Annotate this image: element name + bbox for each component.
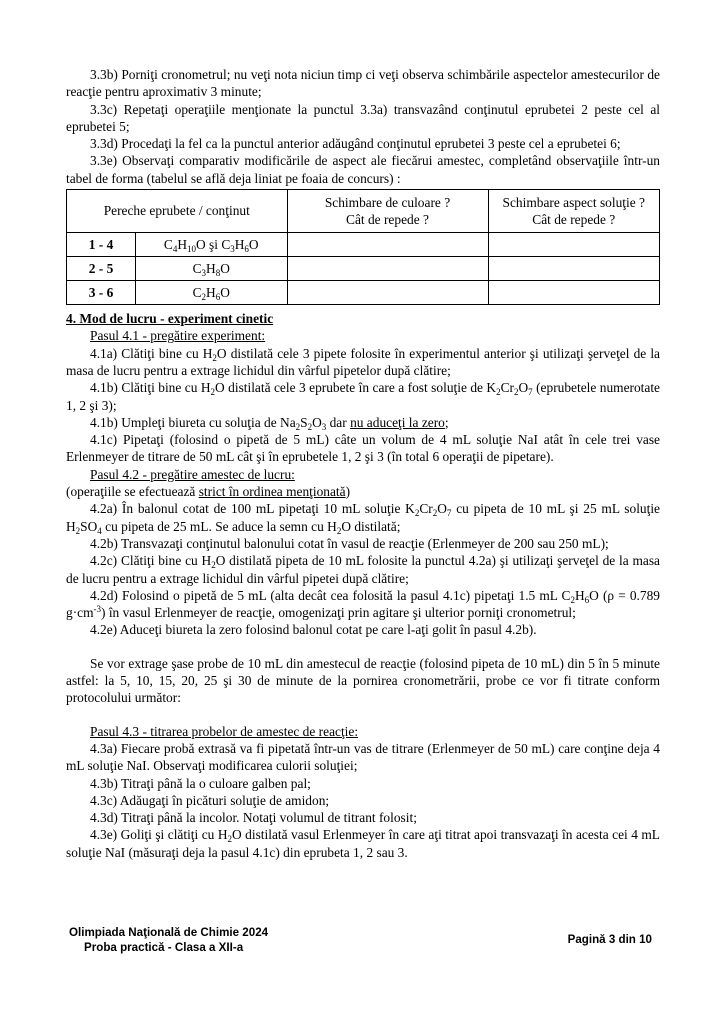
empty-cell [287, 257, 488, 281]
step-4-3-title [66, 723, 660, 740]
empty-cell [287, 233, 488, 257]
paragraph-4-3e: 4.3e) Goliţi şi clătiţi cu $H_2O$ distilată vasul Erlenmeyer în care aţi titrat apoi transvazaţi în acesta cei 4 mL soluţie NaI (măsuraţi deja la pasul 4.1c) din eprubeta 1, 2 sau 3. [66, 827, 660, 860]
document-body [66, 66, 660, 861]
paragraph-4-1c: 4.1c) Pipetaţi (folosind o pipetă de 5 mL) câte un volum de 4 mL soluţie NaI atât în cele trei vase Erlenmeyer de titrare de 50 mL cât şi în eprubetele 1, 2 şi 3 (în total 6 operaţii de pipetare). [66, 432, 660, 465]
table-header-aspect-line1: Schimbare aspect soluţie ? [502, 194, 645, 210]
step-4-2-note-post: ) [345, 484, 351, 500]
paragraph-3-3e: 3.3e) Observaţi comparativ modificările de aspect ale fiecărui amestec, completând observaţiile într-un tabel de forma (tabelul se află deja liniat pe foaia de concurs) : [66, 153, 660, 186]
paragraph-4-3c: 4.3c) Adăugaţi în picături soluţie de amidon; [90, 792, 330, 808]
empty-cell [488, 257, 660, 281]
paragraph-4-2d: 4.2d) Folosind o pipetă de 5 mL (alta decât cea folosită la pasul 4.1c) pipetaţi 1.5 mL $C_2H_6O$ (ρ = 0.789 $g\cdot cm^{-3}$) în vasul Erlenmeyer de reacţie, omogenizaţi prin agitare şi ulterior porniţi cronometrul; [66, 587, 660, 621]
step-4-2-note [66, 483, 660, 500]
step-4-2-note-underlined: strict în ordinea menţionată [198, 484, 346, 500]
step-4-3-title-text: Pasul 4.3 - titrarea probelor de amestec de reacţie: [90, 723, 359, 739]
empty-cell [488, 233, 660, 257]
paragraph-probes: Se vor extrage şase probe de 10 mL din amestecul de reacţie (folosind pipeta de 10 mL) din 5 în 5 minute astfel: la 5, 10, 15, 20, 25 şi 30 de minute de la pornirea cronometrării, probe ce vor fi titrate conform protocolului următor: [66, 655, 660, 706]
step-4-1-title-text: Pasul 4.1 - pregătire experiment: [90, 328, 266, 344]
step-4-1-title [66, 327, 660, 344]
paragraph-4-2b: 4.2b) Transvazaţi conţinutul balonului cotat în vasul de reacţie (Erlenmeyer de 200 sau 250 mL); [90, 535, 609, 551]
paragraph-4-1b-biureta: 4.1b) Umpleţi biureta cu soluţia de $Na_2S_2O_3$ dar nu aduceţi la zero; [90, 414, 449, 432]
page-footer [66, 925, 660, 955]
empty-cell [488, 281, 660, 305]
table-header-pair: Pereche eprubete / conţinut [67, 190, 288, 233]
paragraph-3-3d: 3.3d) Procedaţi la fel ca la punctul anterior adăugând conţinutul eprubetei 3 peste cel a eprubetei 6; [90, 136, 621, 152]
pair-cell: 3 - 6 [67, 281, 136, 305]
paragraph-4-1b: 4.1b) Clătiţi bine cu $H_2O$ distilată cele 3 eprubete în care a fost soluţie de $K_2Cr_2O_7$ (eprubetele numerotate 1, 2 şi 3); [66, 380, 660, 413]
paragraph-3-3c: 3.3c) Repetaţi operaţiile menţionate la punctul 3.3a) transvazând conţinutul eprubetei 2 peste cel al eprubetei 5; [66, 101, 660, 134]
empty-cell [287, 281, 488, 305]
step-4-2-note-pre: (operaţiile se efectuează [66, 484, 199, 500]
section-4-title [66, 310, 660, 327]
table-header-color-line2: Cât de repede ? [346, 212, 429, 228]
content-cell: $C_2H_6O$ [136, 281, 288, 305]
page-number: Pagină 3 din 10 [567, 933, 652, 946]
paragraph-3-3b: 3.3b) Porniţi cronometrul; nu veţi nota niciun timp ci veţi observa schimbările aspectelor amestecurilor de reacţie pentru aproximativ 3 minute; [66, 67, 660, 100]
paragraph-4-3d: 4.3d) Titraţi până la incolor. Notaţi volumul de titrant folosit; [90, 810, 417, 826]
footer-olympiad: Olimpiada Naţională de Chimie 2024 [69, 926, 269, 939]
paragraph-4-1b-biureta-text: 4.1b) Umpleţi biureta cu soluţia de $Na_2S_2O_3$ dar [90, 414, 351, 432]
paragraph-4-2e: 4.2e) Aduceţi biureta la zero folosind balonul cotat pe care l-aţi golit în pasul 4.2b). [90, 622, 537, 638]
table-header-aspect-line2: Cât de repede ? [532, 212, 616, 228]
content-cell: $C_4H_{10}O$ şi $C_3H_6O$ [136, 233, 288, 257]
table-row [67, 257, 660, 281]
table-header-aspect [488, 190, 660, 233]
pair-cell: 2 - 5 [67, 257, 136, 281]
paragraph-4-1a: 4.1a) Clătiţi bine cu $H_2O$ distilată cele 3 pipete folosite în experimentul anterior şi utilizaţi şerveţel de la masa de lucru pentru a extrage lichidul din vârful pipetelor după clătire; [66, 345, 660, 378]
content-cell: $C_3H_8O$ [136, 257, 288, 281]
section-4-title-text: 4. Mod de lucru - experiment cinetic [66, 311, 274, 327]
step-4-2-title-text: Pasul 4.2 - pregătire amestec de lucru: [90, 466, 295, 482]
paragraph-4-2a: 4.2a) În balonul cotat de 100 mL pipetaţi 10 mL soluţie $K_2Cr_2O_7$ cu pipeta de 10 mL şi 25 mL soluţie $H_2SO_4$ cu pipeta de 25 mL. Se aduce la semn cu $H_2O$ distilată; [66, 501, 661, 536]
footer-test: Proba practică - Clasa a XII-a [84, 941, 244, 954]
observation-table [66, 189, 660, 305]
step-4-2-title [66, 466, 660, 483]
paragraph-4-3a: 4.3a) Fiecare probă extrasă va fi pipetată într-un vas de titrare (Erlenmeyer de 50 mL) care conţine deja 4 mL soluţie NaI. Observaţi modificarea culorii soluţiei; [66, 740, 660, 774]
paragraph-4-3b: 4.3b) Titraţi până la o culoare galben pal; [90, 775, 311, 791]
paragraph-4-2c: 4.2c) Clătiţi bine cu $H_2O$ distilată pipeta de 10 mL folosite la punctul 4.2a) şi utilizaţi şerveţel de la masa de lucru pentru a extrage lichidul din vârful pipetei după clătire; [66, 553, 660, 586]
pair-cell: 1 - 4 [67, 233, 136, 257]
table-row [67, 233, 660, 257]
table-header-color-line1: Schimbare de culoare ? [324, 194, 451, 210]
table-row [67, 281, 660, 305]
table-header-color [287, 190, 488, 233]
no-zero-underlined: nu aduceţi la zero [350, 414, 445, 430]
